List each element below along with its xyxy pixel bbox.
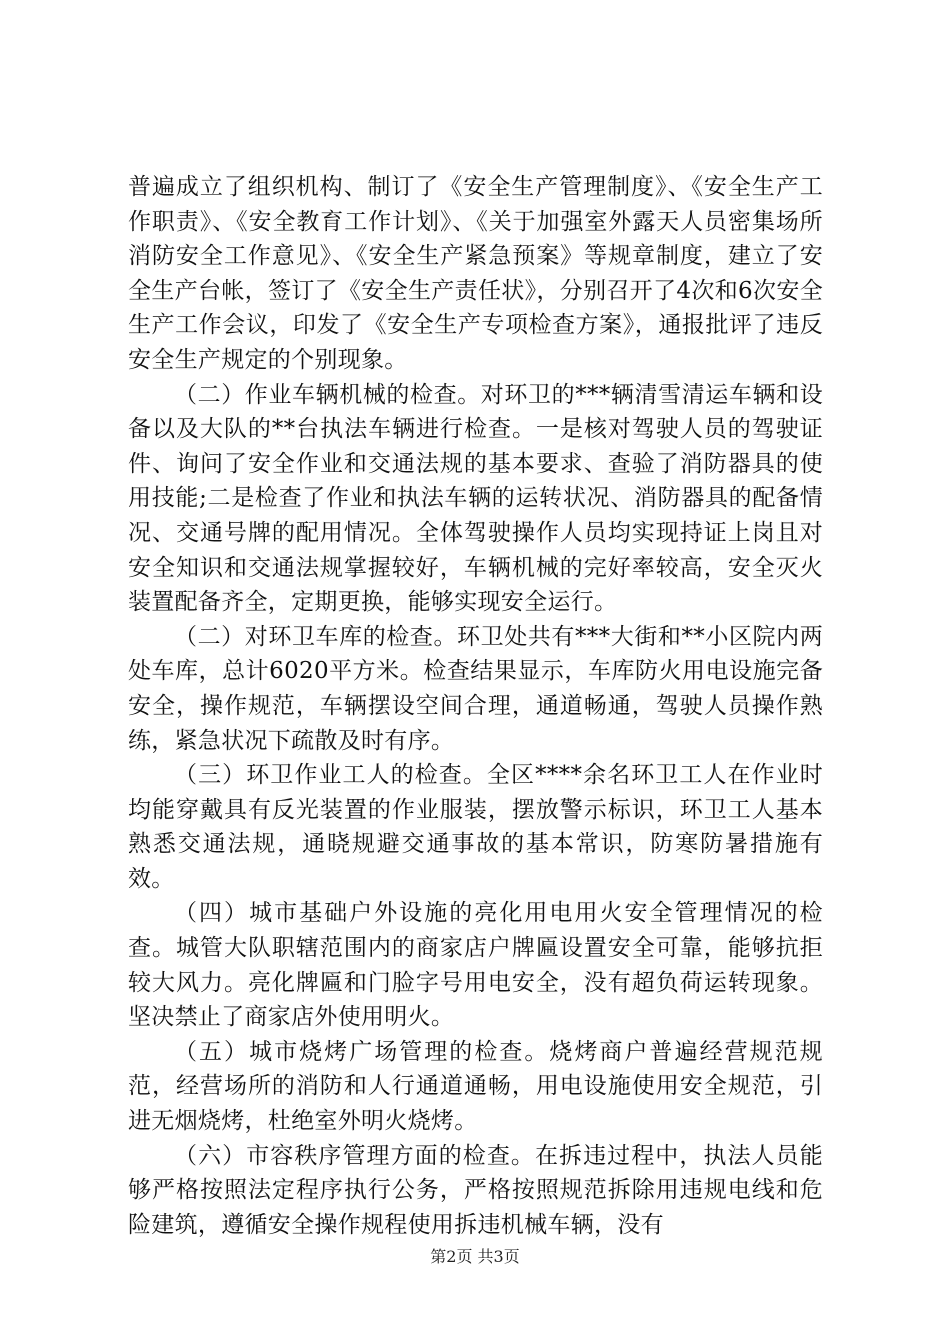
paragraph-continuation: 普遍成立了组织机构、制订了《安全生产管理制度》、《安全生产工作职责》、《安全教育工作计划》、《关于加强室外露天人员密集场所消防安全工作意见》、《安全生产紧急预案》等规章制度，建立了安全生产台帐，签订了《安全生产责任状》，分别召开了4次和6次安全生产工作会议，印发了《安全生产专项检查方案》，通报批评了违反安全生产规定的个别现象。 [128,174,823,373]
document-body [128,170,823,1242]
paragraph-vehicle-inspection: （二）作业车辆机械的检查。对环卫的***辆清雪清运车辆和设备以及大队的**台执法车辆进行检查。一是核对驾驶人员的驾驶证件、询问了安全作业和交通法规的基本要求、查验了消防器具的使用技能;二是检查了作业和执法车辆的运转状况、消防器具的配备情况、交通号牌的配用情况。全体驾驶操作人员均实现持证上岗且对安全知识和交通法规掌握较好，车辆机械的完好率较高，安全灭火装置配备齐全，定期更换，能够实现安全运行。 [128,381,823,616]
paragraph-barbecue-square: （五）城市烧烤广场管理的检查。烧烤商户普遍经营规范规范，经营场所的消防和人行通道通畅，用电设施使用安全规范，引进无烟烧烤，杜绝室外明火烧烤。 [128,1038,823,1135]
paragraph-outdoor-facilities: （四）城市基础户外设施的亮化用电用火安全管理情况的检查。城管大队职辖范围内的商家店户牌匾设置安全可靠，能够抗拒较大风力。亮化牌匾和门脸字号用电安全，没有超负荷运转现象。坚决禁止了商家店外使用明火。 [128,900,823,1031]
paragraph-city-order: （六）市容秩序管理方面的检查。在拆违过程中，执法人员能够严格按照法定程序执行公务，严格按照规范拆除用违规电线和危险建筑，遵循安全操作规程使用拆违机械车辆，没有 [128,1142,823,1238]
page-number: 第2页 共3页 [430,1247,520,1266]
paragraph-worker-inspection: （三）环卫作业工人的检查。全区****余名环卫工人在作业时均能穿戴具有反光装置的作业服装，摆放警示标识，环卫工人基本熟悉交通法规，通晓规避交通事故的基本常识，防寒防暑措施有效。 [128,762,823,892]
paragraph-garage-inspection: （二）对环卫车库的检查。环卫处共有***大街和**小区院内两处车库，总计6020平方米。检查结果显示，车库防火用电设施完备安全，操作规范，车辆摆设空间合理，通道畅通，驾驶人员操作熟练，紧急状况下疏散及时有序。 [128,623,823,754]
